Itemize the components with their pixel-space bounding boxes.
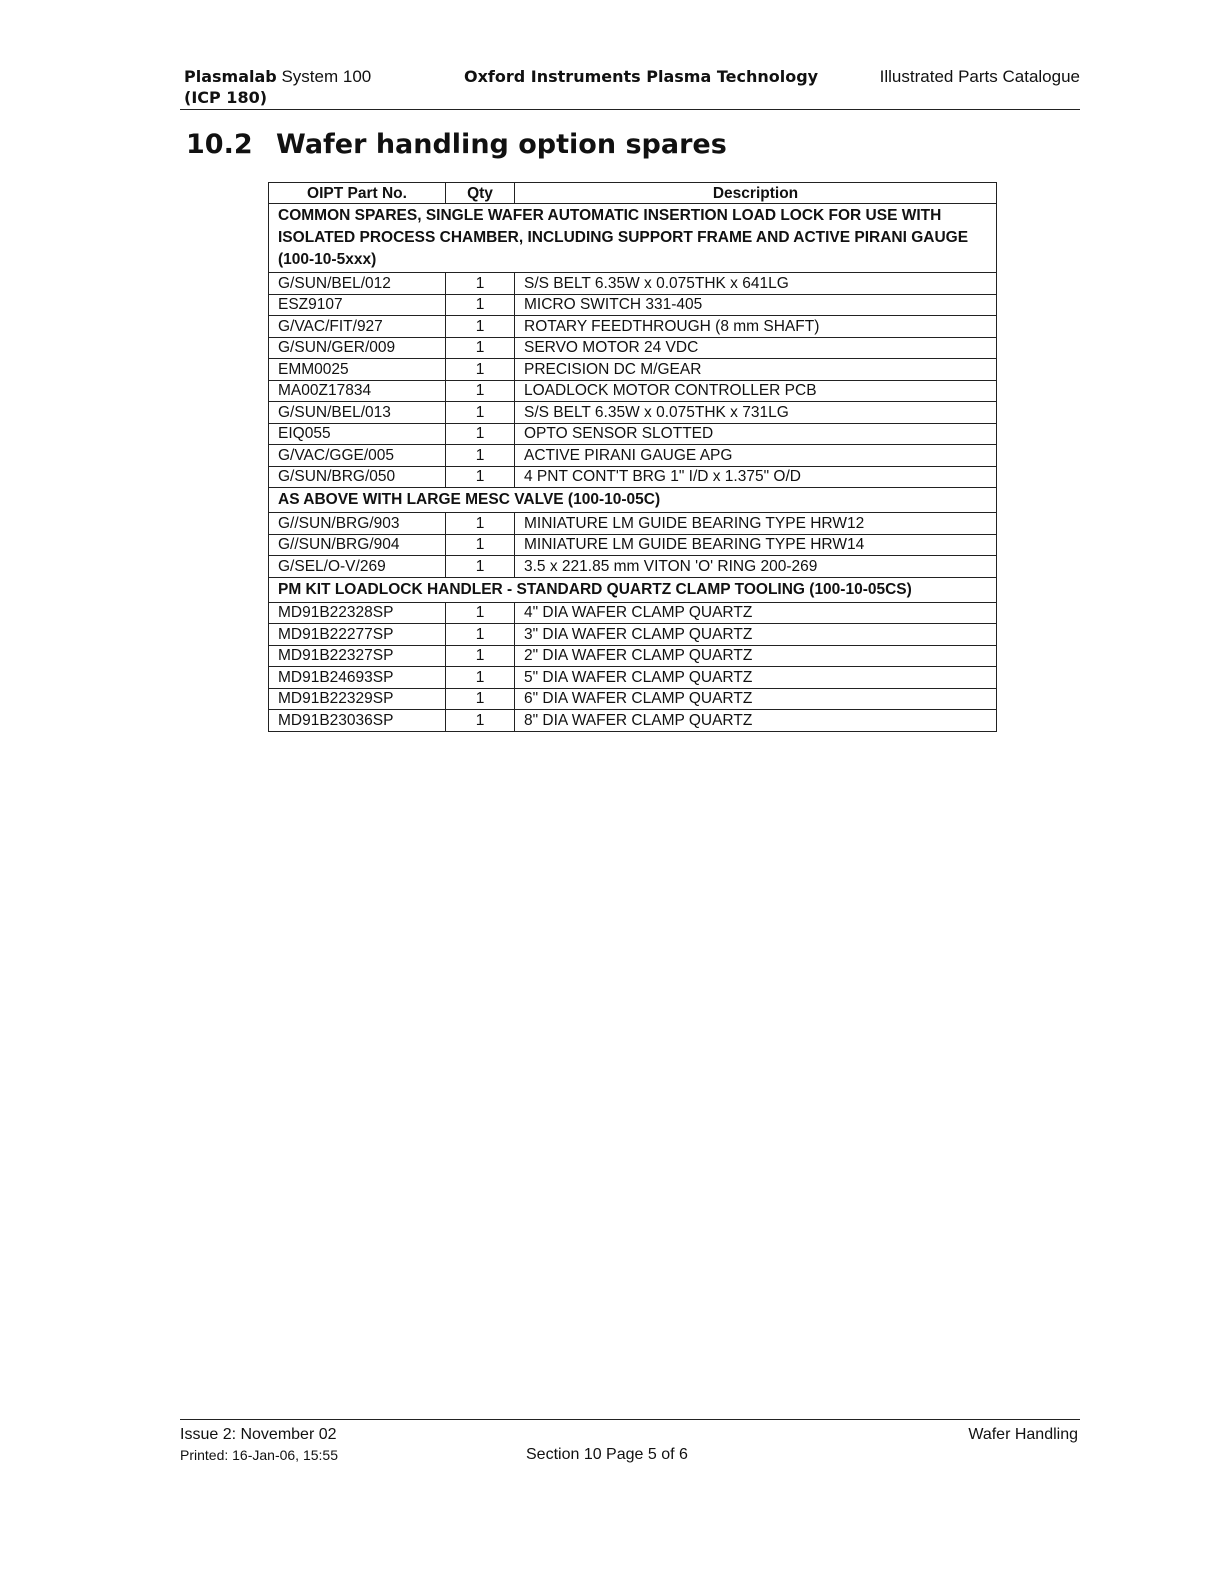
table-row bbox=[269, 359, 997, 381]
part-number-cell: G//SUN/BRG/904 bbox=[269, 534, 446, 556]
description-cell: SERVO MOTOR 24 VDC bbox=[515, 337, 997, 359]
table-row bbox=[269, 445, 997, 467]
table-row bbox=[269, 513, 997, 535]
qty-cell: 1 bbox=[446, 273, 515, 295]
description-cell: 3.5 x 221.85 mm VITON 'O' RING 200-269 bbox=[515, 556, 997, 578]
header-product-name: Plasmalab bbox=[184, 67, 277, 86]
footer-section-page: Section 10 Page 5 of 6 bbox=[526, 1446, 688, 1463]
qty-cell: 1 bbox=[446, 602, 515, 624]
qty-cell: 1 bbox=[446, 423, 515, 445]
qty-cell: 1 bbox=[446, 466, 515, 488]
group-row bbox=[269, 488, 997, 513]
qty-cell: 1 bbox=[446, 316, 515, 338]
parts-table-body bbox=[269, 204, 997, 732]
header-catalogue: Illustrated Parts Catalogue bbox=[879, 67, 1080, 86]
group-row bbox=[269, 577, 997, 602]
qty-cell: 1 bbox=[446, 534, 515, 556]
qty-cell: 1 bbox=[446, 445, 515, 467]
table-header-row bbox=[269, 183, 997, 204]
part-number-cell: MD91B23036SP bbox=[269, 710, 446, 732]
table-row bbox=[269, 710, 997, 732]
part-number-cell: G/SUN/BEL/012 bbox=[269, 273, 446, 295]
part-number-cell: MD91B22327SP bbox=[269, 645, 446, 667]
table-row bbox=[269, 602, 997, 624]
description-cell: MINIATURE LM GUIDE BEARING TYPE HRW12 bbox=[515, 513, 997, 535]
qty-cell: 1 bbox=[446, 710, 515, 732]
table-row bbox=[269, 624, 997, 646]
table-row bbox=[269, 402, 997, 424]
part-number-cell: MD91B22328SP bbox=[269, 602, 446, 624]
part-number-cell: G//SUN/BRG/903 bbox=[269, 513, 446, 535]
description-cell: PRECISION DC M/GEAR bbox=[515, 359, 997, 381]
group-title: COMMON SPARES, SINGLE WAFER AUTOMATIC INSERTION LOAD LOCK FOR USE WITH ISOLATED PROCESS CHAMBER, INCLUDING SUPPORT FRAME AND ACTIVE PIRANI GAUGE (100-10-5xxx) bbox=[269, 204, 997, 273]
qty-cell: 1 bbox=[446, 380, 515, 402]
table-row bbox=[269, 556, 997, 578]
group-title: AS ABOVE WITH LARGE MESC VALVE (100-10-05C) bbox=[269, 488, 997, 513]
description-cell: ROTARY FEEDTHROUGH (8 mm SHAFT) bbox=[515, 316, 997, 338]
header-company: Oxford Instruments Plasma Technology bbox=[464, 67, 819, 86]
description-cell: S/S BELT 6.35W x 0.075THK x 641LG bbox=[515, 273, 997, 295]
description-cell: 5" DIA WAFER CLAMP QUARTZ bbox=[515, 667, 997, 689]
section-title bbox=[186, 126, 727, 164]
part-number-cell: G/SEL/O-V/269 bbox=[269, 556, 446, 578]
table-row bbox=[269, 645, 997, 667]
table-row bbox=[269, 466, 997, 488]
part-number-cell: MD91B24693SP bbox=[269, 667, 446, 689]
part-number-cell: G/SUN/BRG/050 bbox=[269, 466, 446, 488]
table-row bbox=[269, 534, 997, 556]
part-number-cell: MD91B22277SP bbox=[269, 624, 446, 646]
description-cell: 8" DIA WAFER CLAMP QUARTZ bbox=[515, 710, 997, 732]
parts-table bbox=[268, 182, 997, 732]
qty-cell: 1 bbox=[446, 337, 515, 359]
part-number-cell: EIQ055 bbox=[269, 423, 446, 445]
footer-issue: Issue 2: November 02 bbox=[180, 1426, 337, 1443]
group-title: PM KIT LOADLOCK HANDLER - STANDARD QUARTZ CLAMP TOOLING (100-10-05CS) bbox=[269, 577, 997, 602]
description-cell: MINIATURE LM GUIDE BEARING TYPE HRW14 bbox=[515, 534, 997, 556]
header-divider bbox=[180, 109, 1080, 110]
part-number-cell: MA00Z17834 bbox=[269, 380, 446, 402]
table-row bbox=[269, 337, 997, 359]
table-row bbox=[269, 688, 997, 710]
qty-cell: 1 bbox=[446, 645, 515, 667]
table-row bbox=[269, 294, 997, 316]
header-model: (ICP 180) bbox=[184, 88, 268, 107]
description-cell: 2" DIA WAFER CLAMP QUARTZ bbox=[515, 645, 997, 667]
qty-cell: 1 bbox=[446, 688, 515, 710]
table-row bbox=[269, 316, 997, 338]
qty-cell: 1 bbox=[446, 294, 515, 316]
part-number-cell: G/SUN/GER/009 bbox=[269, 337, 446, 359]
description-cell: LOADLOCK MOTOR CONTROLLER PCB bbox=[515, 380, 997, 402]
description-cell: MICRO SWITCH 331-405 bbox=[515, 294, 997, 316]
description-cell: 4 PNT CONT'T BRG 1" I/D x 1.375" O/D bbox=[515, 466, 997, 488]
qty-cell: 1 bbox=[446, 359, 515, 381]
qty-cell: 1 bbox=[446, 513, 515, 535]
table-row bbox=[269, 423, 997, 445]
qty-cell: 1 bbox=[446, 556, 515, 578]
qty-cell: 1 bbox=[446, 667, 515, 689]
description-cell: 4" DIA WAFER CLAMP QUARTZ bbox=[515, 602, 997, 624]
description-cell: 3" DIA WAFER CLAMP QUARTZ bbox=[515, 624, 997, 646]
part-number-cell: ESZ9107 bbox=[269, 294, 446, 316]
description-cell: S/S BELT 6.35W x 0.075THK x 731LG bbox=[515, 402, 997, 424]
part-number-cell: G/VAC/FIT/927 bbox=[269, 316, 446, 338]
description-cell: OPTO SENSOR SLOTTED bbox=[515, 423, 997, 445]
footer-chapter: Wafer Handling bbox=[968, 1426, 1078, 1443]
section-number: 10.2 bbox=[186, 129, 253, 160]
qty-cell: 1 bbox=[446, 624, 515, 646]
col-header-description: Description bbox=[515, 183, 997, 204]
part-number-cell: EMM0025 bbox=[269, 359, 446, 381]
qty-cell: 1 bbox=[446, 402, 515, 424]
description-cell: ACTIVE PIRANI GAUGE APG bbox=[515, 445, 997, 467]
col-header-qty: Qty bbox=[446, 183, 515, 204]
col-header-part: OIPT Part No. bbox=[269, 183, 446, 204]
section-heading: Wafer handling option spares bbox=[276, 129, 727, 160]
table-row bbox=[269, 273, 997, 295]
footer-printed: Printed: 16-Jan-06, 15:55 bbox=[180, 1447, 338, 1463]
table-row bbox=[269, 380, 997, 402]
group-row bbox=[269, 204, 997, 273]
part-number-cell: G/SUN/BEL/013 bbox=[269, 402, 446, 424]
part-number-cell: G/VAC/GGE/005 bbox=[269, 445, 446, 467]
part-number-cell: MD91B22329SP bbox=[269, 688, 446, 710]
description-cell: 6" DIA WAFER CLAMP QUARTZ bbox=[515, 688, 997, 710]
header-product bbox=[184, 66, 371, 108]
footer-divider bbox=[180, 1419, 1080, 1420]
table-row bbox=[269, 667, 997, 689]
header-product-system: System 100 bbox=[281, 67, 372, 86]
